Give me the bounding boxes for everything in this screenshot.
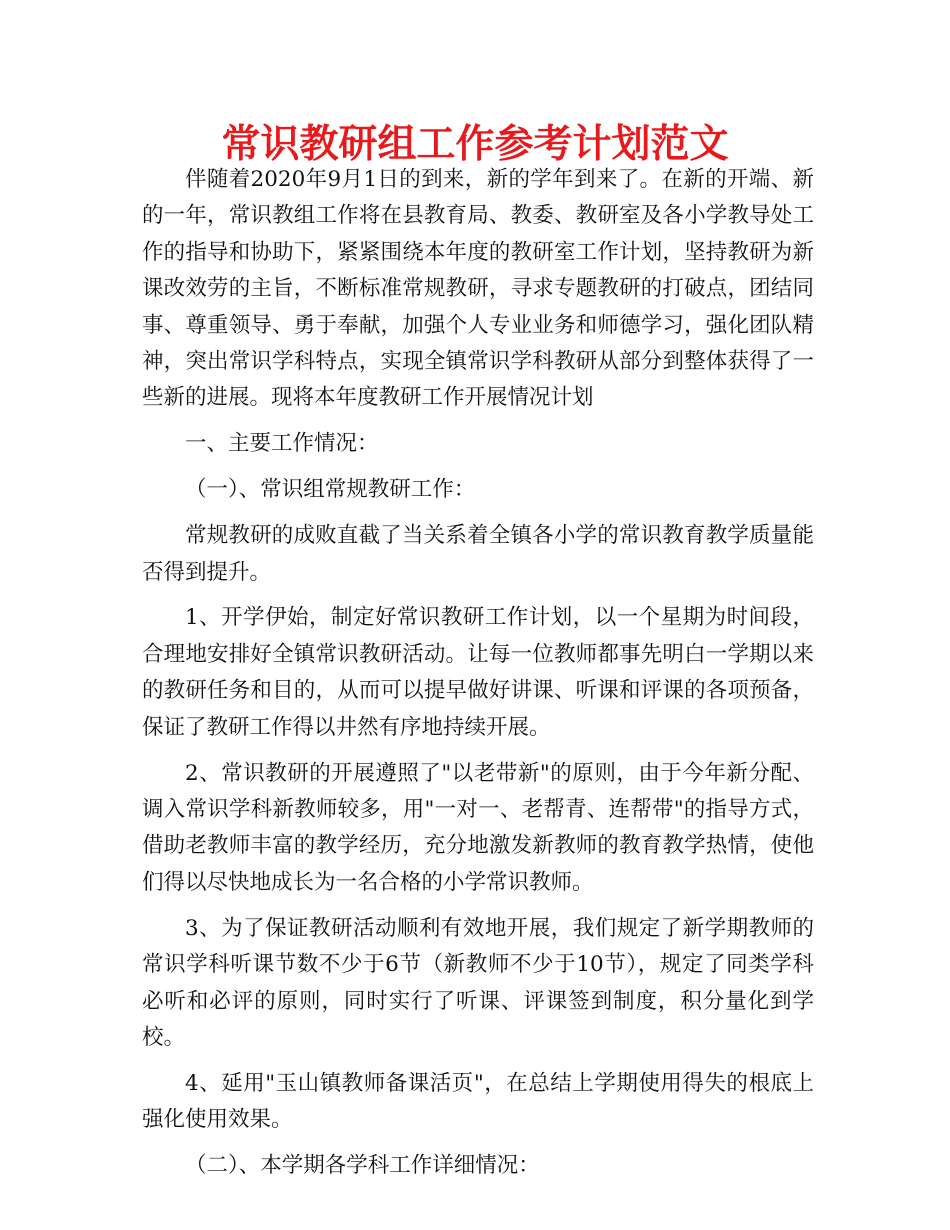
subheading-subject-work: （二）、本学期各学科工作详细情况： <box>185 1153 540 1179</box>
paragraph-gap <box>142 1056 814 1066</box>
paragraph-routine-importance: 常规教研的成败直截了当关系着全镇各小学的常识教育教学质量能否得到提升。 <box>142 523 814 585</box>
paragraph-gap <box>142 1139 814 1149</box>
heading-main-work: 一、主要工作情况： <box>185 431 379 457</box>
paragraph-gap <box>142 463 814 473</box>
document-title: 常识教研组工作参考计划范文 <box>221 122 729 167</box>
paragraph-gap <box>142 901 814 911</box>
paragraph-gap <box>142 509 814 519</box>
paragraph-item-2: 2、常识教研的开展遵照了"以老带新"的原则，由于今年新分配、调入常识学科新教师较多，用"一对一、老帮青、连帮带"的指导方式，借助老教师丰富的教学经历，充分地激发新教师的教育教学热情，使他们得以尽快地成长为一名合格的小学常识教师。 <box>142 760 814 895</box>
paragraph-item-1: 1、开学伊始，制定好常识教研工作计划，以一个星期为时间段，合理地安排好全镇常识教研活动。让每一位教师都事先明白一学期以来的教研任务和目的，从而可以提早做好讲课、听课和评课的各项预备，保证了教研工作得以井然有序地持续开展。 <box>142 605 814 740</box>
paragraph-gap <box>142 746 814 756</box>
paragraph-gap <box>142 417 814 427</box>
paragraph-gap <box>142 591 814 601</box>
paragraph-item-3: 3、为了保证教研活动顺利有效地开展，我们规定了新学期教师的常识学科听课节数不少于6节（新教师不少于10节），规定了同类学科必听和必评的原则，同时实行了听课、评课签到制度，积分量化到学校。 <box>142 915 814 1050</box>
paragraph-item-4: 4、延用"玉山镇教师备课活页"，在总结上学期使用得失的根底上强化使用效果。 <box>142 1070 814 1133</box>
paragraph-intro: 伴随着2020年9月1日的到来，新的学年到来了。在新的开端、新的一年，常识教组工作将在县教育局、教委、教研室及各小学教导处工作的指导和协助下，紧紧围绕本年度的教研室工作计划，坚持教研为新课改效劳的主旨，不断标准常规教研，寻求专题教研的打破点，团结同事、尊重领导、勇于奉献，加强个人专业业务和师德学习，强化团队精神，突出常识学科特点，实现全镇常识学科教研从部分到整体获得了一些新的进展。现将本年度教研工作开展情况计划 <box>142 167 814 411</box>
subheading-routine-research: （一）、常识组常规教研工作： <box>185 477 476 503</box>
document-body <box>142 162 814 1185</box>
